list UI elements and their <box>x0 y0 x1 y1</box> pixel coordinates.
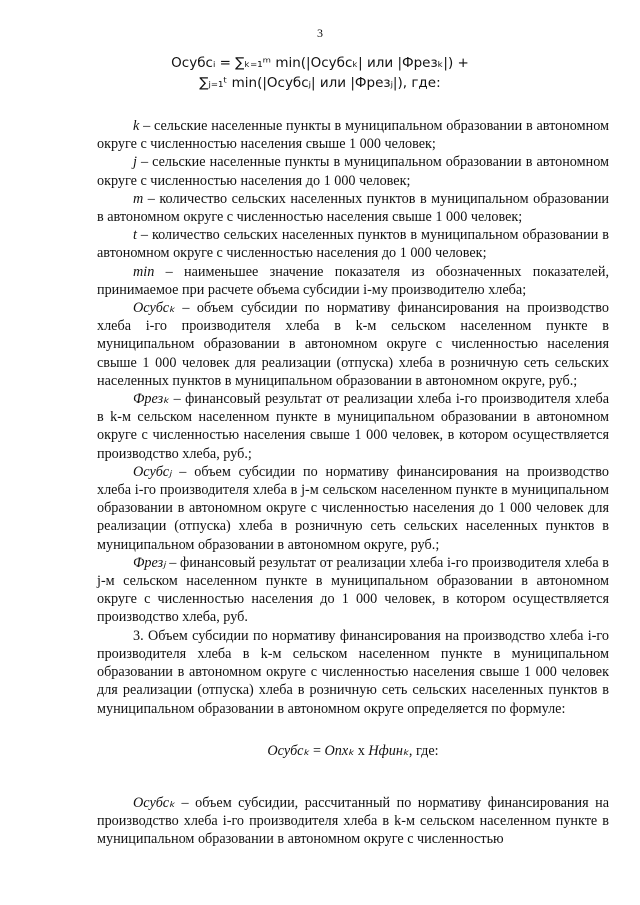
definition-text: – объем субсидии по нормативу финансирования на производство хлеба i-го производителя хлеба в k-м сельском населенном пункте в муниципальном образовании в автономном округе с численностью населения свыше 1 000 человек для реализации (отпуска) хлеба в розничную сеть сельских населенных пунктов в муниципальном образовании в автономном округе, руб.; <box>97 300 609 389</box>
definition-text: – количество сельских населенных пунктов в муниципальном образовании в автономном округе с численностью населения свыше 1 000 человек; <box>97 190 609 226</box>
formula-line-2: ∑ⱼ₌₁ᵗ min(|Осубсⱼ| или |Фрезⱼ|), где: <box>199 75 441 91</box>
definition-symbol: m <box>133 190 144 207</box>
definition-symbol: Осубсₖ <box>133 300 176 317</box>
formula-tail: , где: <box>408 742 439 759</box>
formula-lhs: Осубсₖ <box>267 742 310 759</box>
document-body <box>97 117 609 849</box>
formula-equals: = <box>309 742 325 759</box>
definition-symbol: Осубсⱼ <box>133 463 172 480</box>
formula-term-2: Нфинₖ <box>368 742 409 759</box>
definition-osubs-j <box>97 463 609 554</box>
definition-osubs-k <box>97 299 609 390</box>
definition-text: – количество сельских населенных пунктов в муниципальном образовании в автономном округе с численностью населения до 1 000 человек; <box>97 227 609 262</box>
formula-times: x <box>354 742 369 759</box>
definition-symbol: t <box>133 227 137 244</box>
definition-text: – сельские населенные пункты в муниципальном образовании в автономном округе с численностью населения до 1 000 человек; <box>97 154 609 189</box>
definition-symbol: Фрезⱼ <box>133 554 166 571</box>
definition-min <box>97 263 609 299</box>
paragraph-3: 3. Объем субсидии по нормативу финансирования на производство хлеба i-го производителя хлеба в k-м сельском населенном пункте в муниципальном образовании в автономном округе с численностью населения свыше 1 000 человек для реализации (отпуска) хлеба в розничную сеть сельских населенных пунктов в муниципальном образовании в автономном округе определяется по формуле: <box>97 627 609 717</box>
definition-j <box>97 153 609 189</box>
definition-frez-j <box>97 554 609 627</box>
page-number: 3 <box>317 26 323 40</box>
definition-symbol: k <box>133 118 140 134</box>
definition-symbol: Осубсₖ <box>133 794 176 811</box>
definition-text: – наименьшее значение показателя из обозначенных показателей, принимаемое при расчете объема субсидии i-му производителю хлеба; <box>97 263 609 298</box>
definition-text: – объем субсидии по нормативу финансирования на производство хлеба i-го производителя хлеба в j-м сельском населенном пункте в муниципальном образовании в автономном округе с численностью населения до 1 000 человек для реализации (отпуска) хлеба в розничную сеть сельских населенных пунктов в муниципальном образовании в автономном округе, руб.; <box>97 463 609 553</box>
definition-text: – объем субсидии, рассчитанный по нормативу финансирования на производство хлеба i-го производителя хлеба в k-м сельском населенном пункте в муниципальном образовании в автономном округе с численностью <box>97 794 609 848</box>
definition-text: – финансовый результат от реализации хлеба i-го производителя хлеба в k-м сельском населенном пункте в муниципальном образовании в автономном округе с численностью населения свыше 1 000 человек, в котором осуществляется производство хлеба, руб.; <box>97 391 609 462</box>
formula-subsidy <box>97 742 609 760</box>
formula-line-1: Осубсᵢ = ∑ₖ₌₁ᵐ min(|Осубсₖ| или |Фрезₖ|) + <box>171 55 469 71</box>
definition-symbol: j <box>133 154 137 171</box>
definition-k <box>97 117 609 153</box>
definition-text: – финансовый результат от реализации хлеба i-го производителя хлеба в j-м сельском населенном пункте в муниципальном образовании в автономном округе с численностью населения до 1 000 человек, в котором осуществляется производство хлеба, руб. <box>97 554 609 626</box>
definition-frez-k <box>97 390 609 463</box>
definition-symbol: min <box>133 263 155 280</box>
definition-osubs-k-result <box>97 794 609 849</box>
formula-term-1: Опхₖ <box>324 742 355 759</box>
definition-t <box>97 226 609 262</box>
definition-text: – сельские населенные пункты в муниципальном образовании в автономном округе с численностью населения свыше 1 000 человек; <box>97 118 609 153</box>
definition-symbol: Фрезₖ <box>133 391 170 408</box>
definition-m <box>97 190 609 226</box>
